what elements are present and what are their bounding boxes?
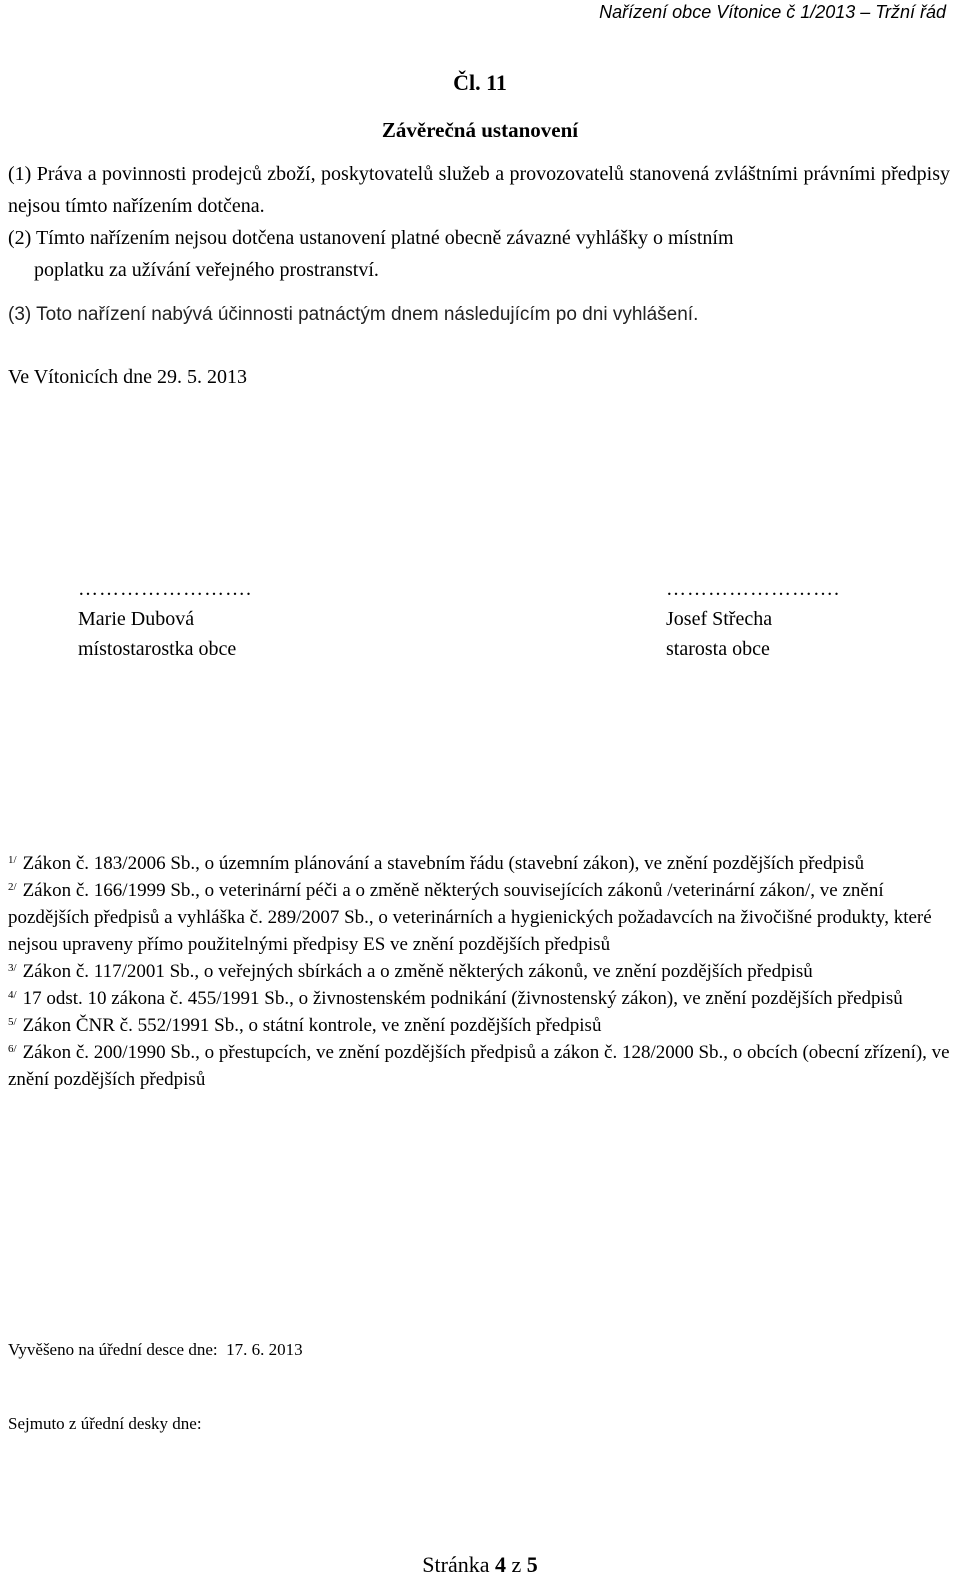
footnote-text: Zákon č. 200/1990 Sb., o přestupcích, ve znění pozdějších předpisů a zákon č. 128/2000 Sb., o obcích (obecní zřízení), ve znění pozdějších předpisů xyxy=(8,1042,950,1090)
footnotes xyxy=(8,850,950,1093)
article-title: Závěrečná ustanovení xyxy=(381,118,579,142)
posted-date: Vyvěšeno na úřední desce dne: 17. 6. 2013 xyxy=(8,1340,303,1359)
footnote-mark: 2/ xyxy=(8,881,17,893)
page-label: Stránka xyxy=(422,1552,490,1577)
signature-block-mayor xyxy=(666,574,840,664)
footnote-mark: 4/ xyxy=(8,989,17,1001)
signatory-name: Josef Střecha xyxy=(666,608,773,630)
footnote-text: Zákon č. 117/2001 Sb., o veřejných sbírkách a o změně některých zákonů, ve znění pozdějších předpisů xyxy=(22,961,813,982)
paragraph-1: (1) Práva a povinnosti prodejců zboží, poskytovatelů služeb a provozovatelů stanovená zvláštními právními předpisy nejsou tímto nařízením dotčena. xyxy=(8,163,950,217)
footnote xyxy=(8,958,950,985)
paragraph-2-line-1: (2) Tímto nařízením nejsou dotčena ustanovení platné obecně závazné vyhlášky o místním xyxy=(8,227,734,249)
footnote-text: Zákon č. 166/1999 Sb., o veterinární péči a o změně některých souvisejících zákonů /veterinární zákon/, ve znění pozdějších předpisů a vyhláška č. 289/2007 Sb., o veterinárních a hygienických požadavcích na živočišné produkty, které nejsou upraveny přímo použitelnými předpisy ES ve znění pozdějších předpisů xyxy=(8,880,932,955)
page-number xyxy=(0,1552,960,1578)
footnote-mark: 6/ xyxy=(8,1043,17,1055)
footnote-text: 17 odst. 10 zákona č. 455/1991 Sb., o živnostenském podnikání (živnostenský zákon), ve znění pozdějších předpisů xyxy=(22,988,903,1009)
footnote xyxy=(8,1012,950,1039)
document-header: Nařízení obce Vítonice č 1/2013 – Tržní řád xyxy=(599,2,946,22)
signatory-role: místostarostka obce xyxy=(78,638,237,660)
signature-block-deputy-mayor xyxy=(78,574,252,664)
place-date: Ve Vítonicích dne 29. 5. 2013 xyxy=(8,366,248,388)
page-total: 5 xyxy=(526,1552,538,1577)
paragraph-2-line-2: poplatku za užívání veřejného prostranství. xyxy=(34,259,379,281)
footnote-mark: 5/ xyxy=(8,1016,17,1028)
signature-line: ……………………. xyxy=(666,578,840,600)
signatory-role: starosta obce xyxy=(666,638,770,660)
removed-date: Sejmuto z úřední desky dne: xyxy=(8,1414,202,1433)
signature-line: ……………………. xyxy=(78,578,252,600)
paragraph-3: (3) Toto nařízení nabývá účinnosti patnáctým dnem následujícím po dni vyhlášení. xyxy=(8,304,699,325)
page-separator: z xyxy=(511,1552,522,1577)
page-current: 4 xyxy=(494,1552,506,1577)
footnote-mark: 3/ xyxy=(8,962,17,974)
signatory-name: Marie Dubová xyxy=(78,608,195,630)
footnote xyxy=(8,985,950,1012)
footnote-text: Zákon č. 183/2006 Sb., o územním plánování a stavebním řádu (stavební zákon), ve znění pozdějších předpisů xyxy=(22,853,865,874)
paragraph-2 xyxy=(8,222,950,286)
footnote-mark: 1/ xyxy=(8,854,17,866)
footnote xyxy=(8,1039,950,1093)
article-number: Čl. 11 xyxy=(453,70,507,95)
footnote xyxy=(8,850,950,877)
footnote xyxy=(8,877,950,958)
footnote-text: Zákon ČNR č. 552/1991 Sb., o státní kontrole, ve znění pozdějších předpisů xyxy=(22,1015,602,1036)
